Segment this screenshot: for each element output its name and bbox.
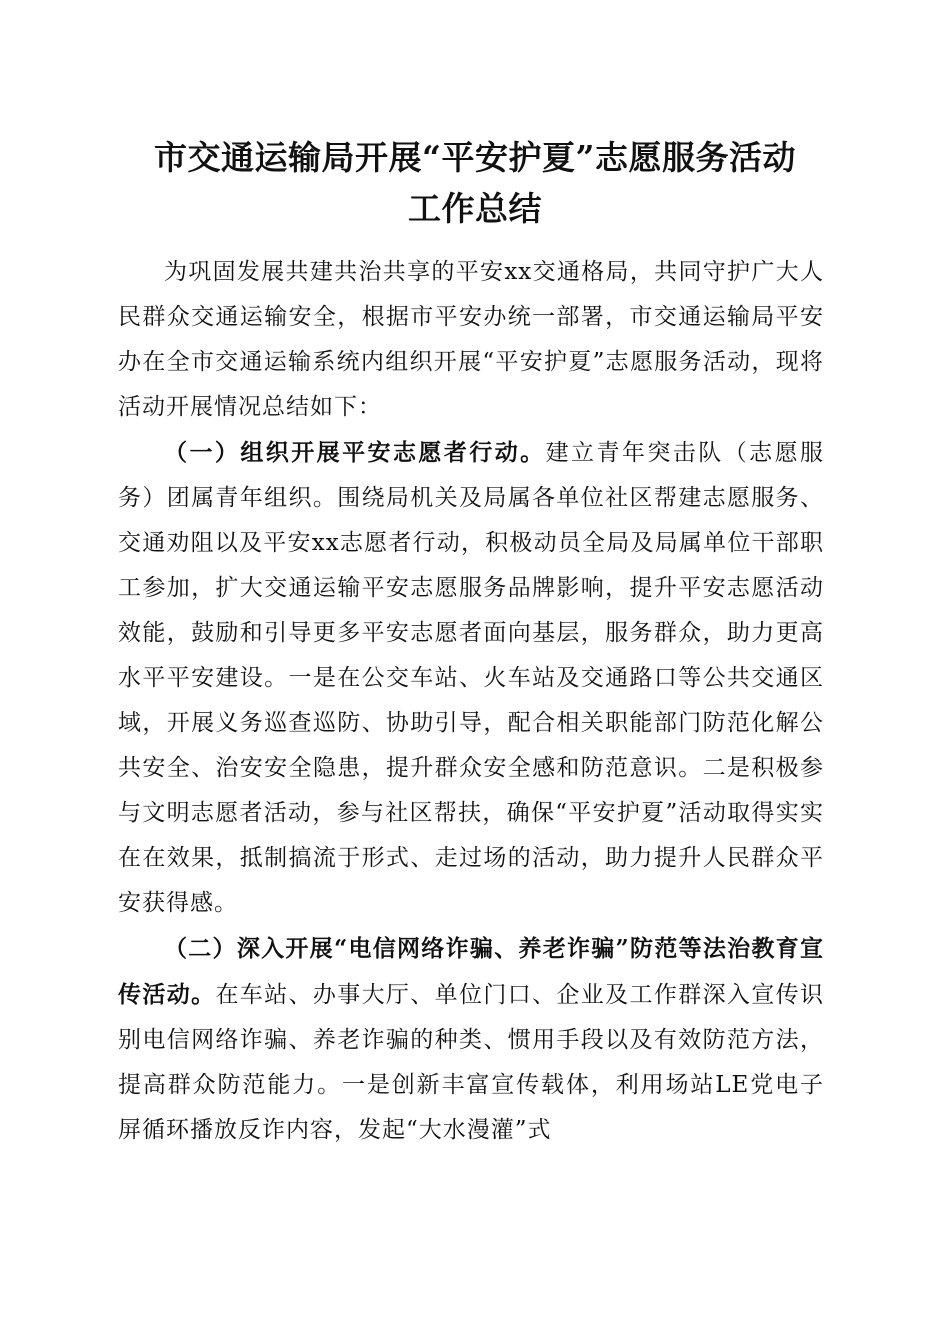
section-2-text: 在车站、办事大厅、单位门口、企业及工作群深入宣传识别电信网络诈骗、养老诈骗的种类、惯用手段以及有效防范方法，提高群众防范能力。一是创新丰富宣传载体，利用场站LE党电子屏循环播放反诈内容，发起“大水漫灌”式 xyxy=(118,982,825,1143)
section-1-heading: （一）组织开展平安志愿者行动。 xyxy=(164,439,546,466)
section-2-paragraph xyxy=(118,926,824,1153)
title-line-1: 市交通运输局开展“平安护夏”志愿服务活动 xyxy=(154,138,796,177)
section-1-paragraph xyxy=(118,430,824,926)
intro-paragraph: 为巩固发展共建共治共享的平安xx交通格局，共同守护广大人民群众交通运输安全，根据市平安办统一部署，市交通运输局平安办在全市交通运输系统内组织开展“平安护夏”志愿服务活动，现将活动开展情况总结如下： xyxy=(118,259,824,420)
document-body xyxy=(118,250,824,1153)
document-title xyxy=(100,132,850,234)
section-2-heading: （二）深入开展“电信网络诈骗、养老诈骗”防范等法治教育宣传活动。 xyxy=(118,935,824,1008)
section-1-text: 建立青年突击队（志愿服务）团属青年组织。围绕局机关及局属各单位社区帮建志愿服务、交通劝阻以及平安xx志愿者行动，积极动员全局及局属单位干部职工参加，扩大交通运输平安志愿服务品牌影响，提升平安志愿活动效能，鼓励和引导更多平安志愿者面向基层，服务群众，助力更高水平平安建设。一是在公交车站、火车站及交通路口等公共交通区域，开展义务巡查巡防、协助引导，配合相关职能部门防范化解公共安全、治安安全隐患，提升群众安全感和防范意识。二是积极参与文明志愿者活动，参与社区帮扶，确保“平安护夏”活动取得实实在在效果，抵制搞流于形式、走过场的活动，助力提升人民群众平安获得感。 xyxy=(118,440,825,916)
title-line-2: 工作总结 xyxy=(408,189,542,228)
